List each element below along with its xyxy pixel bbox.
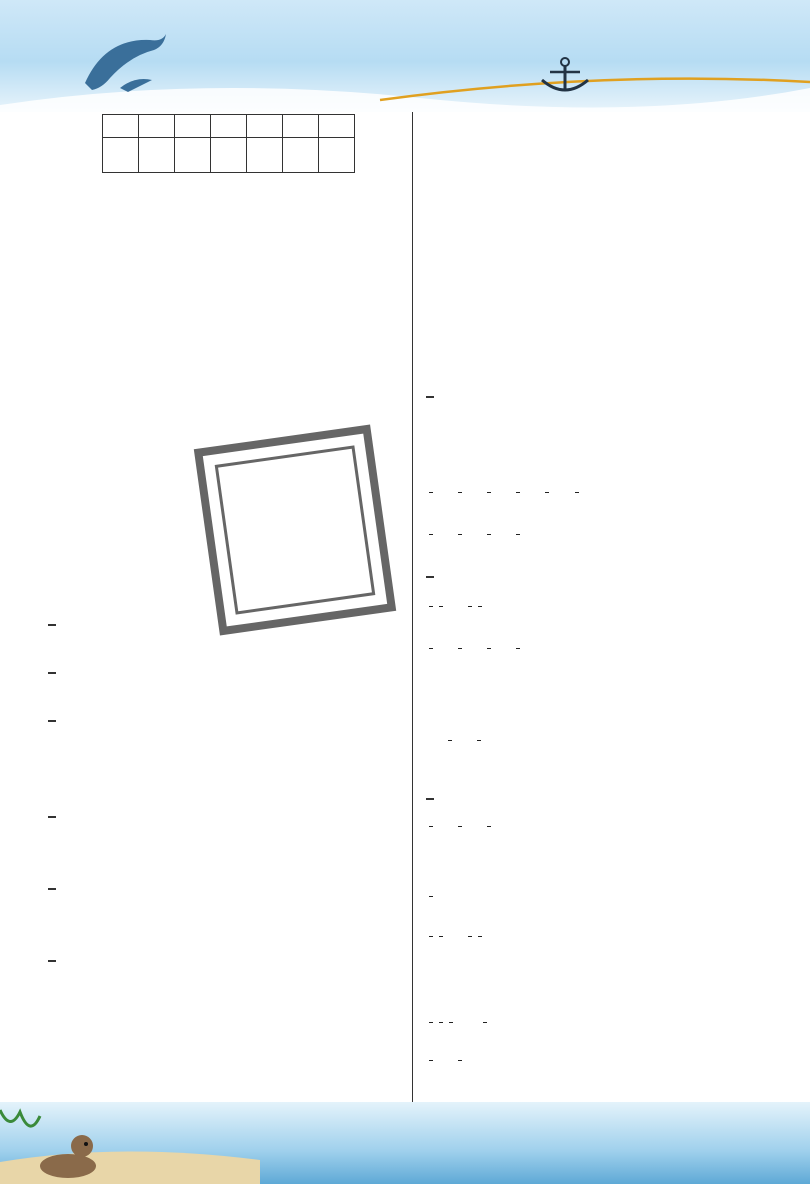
section-box	[426, 784, 434, 808]
table-cell	[211, 138, 247, 173]
numerator	[429, 1022, 433, 1023]
fraction	[468, 936, 472, 937]
answer-line-fractions	[426, 480, 582, 504]
numerator	[477, 740, 481, 741]
answer-line-fractions	[426, 728, 484, 752]
fraction	[449, 1022, 453, 1023]
box-label	[426, 396, 434, 398]
fraction	[516, 534, 520, 535]
answer-line-fractions	[426, 884, 436, 908]
numerator	[575, 492, 579, 493]
fraction	[516, 648, 520, 649]
box-label	[48, 816, 56, 818]
answer-page	[0, 112, 810, 1102]
section-box	[48, 802, 56, 826]
answer-line-fractions	[426, 814, 494, 838]
table-row	[103, 138, 355, 173]
numerator	[483, 1022, 487, 1023]
box-label	[48, 720, 56, 722]
column-divider	[412, 112, 413, 1102]
answer-line-fractions	[426, 924, 485, 948]
fraction	[468, 606, 472, 607]
numerator	[458, 648, 462, 649]
numerator	[487, 534, 491, 535]
box-label	[426, 576, 434, 578]
numerator	[478, 606, 482, 607]
fraction	[516, 492, 520, 493]
fraction	[458, 826, 462, 827]
fraction	[458, 648, 462, 649]
fraction	[478, 936, 482, 937]
box-label	[48, 888, 56, 890]
fraction	[429, 826, 433, 827]
section-box	[426, 382, 434, 406]
numerator	[458, 534, 462, 535]
numerator	[429, 936, 433, 937]
table-cell	[283, 138, 319, 173]
fraction	[429, 606, 433, 607]
section-box	[48, 706, 56, 730]
numerator	[478, 936, 482, 937]
section-box	[426, 562, 434, 586]
numerator	[429, 606, 433, 607]
answer-line-fractions	[426, 636, 542, 660]
table-cell	[211, 115, 247, 138]
fraction	[429, 492, 433, 493]
anchor-icon	[530, 56, 600, 96]
numerator	[429, 492, 433, 493]
fraction	[545, 492, 549, 493]
footer-scene	[0, 1102, 810, 1184]
table-cell	[175, 115, 211, 138]
table-cell	[283, 115, 319, 138]
numerator	[458, 1060, 462, 1061]
section-box	[48, 946, 56, 970]
numerator	[516, 492, 520, 493]
numerator	[429, 896, 433, 897]
dolphin-icon	[80, 28, 170, 98]
numerator	[439, 1022, 443, 1023]
fraction	[575, 492, 579, 493]
table-row	[103, 115, 355, 138]
box-label	[426, 798, 434, 800]
numerator	[516, 648, 520, 649]
numerator	[429, 826, 433, 827]
fraction	[458, 492, 462, 493]
numerator	[545, 492, 549, 493]
numerator	[516, 534, 520, 535]
numerator	[458, 492, 462, 493]
numerator	[468, 606, 472, 607]
table-cell	[319, 138, 355, 173]
fraction	[429, 534, 433, 535]
numerator	[448, 740, 452, 741]
fraction	[477, 740, 481, 741]
box-label	[48, 624, 56, 626]
page-header	[0, 0, 810, 112]
page-footer	[0, 1102, 810, 1184]
box-label	[48, 960, 56, 962]
fraction	[458, 534, 462, 535]
fraction	[448, 740, 452, 741]
section-box	[48, 874, 56, 898]
answer-line-fractions	[426, 1048, 465, 1072]
fraction	[487, 492, 491, 493]
table-cell	[103, 115, 139, 138]
numerator	[429, 648, 433, 649]
numerator	[429, 1060, 433, 1061]
table-cell	[319, 115, 355, 138]
box-label	[48, 672, 56, 674]
section-box	[48, 610, 56, 634]
fraction	[458, 1060, 462, 1061]
fraction	[487, 648, 491, 649]
answer-line-fractions	[426, 594, 485, 618]
seal-icon	[30, 1126, 100, 1182]
answer-line-fractions	[426, 522, 523, 546]
table-cell	[175, 138, 211, 173]
numerator	[468, 936, 472, 937]
answer-line-fractions	[426, 1010, 509, 1034]
stamp-overlay-icon	[187, 418, 403, 642]
table-cell	[247, 138, 283, 173]
table-cell	[247, 115, 283, 138]
table-cell	[139, 138, 175, 173]
fraction	[429, 1022, 433, 1023]
section-box	[48, 658, 56, 682]
table-cell	[139, 115, 175, 138]
numerator	[429, 534, 433, 535]
numerator	[439, 606, 443, 607]
fraction	[439, 936, 443, 937]
fraction	[478, 606, 482, 607]
candy-table	[102, 114, 355, 173]
numerator	[487, 648, 491, 649]
numerator	[487, 826, 491, 827]
numerator	[439, 936, 443, 937]
fraction	[487, 826, 491, 827]
table-cell	[103, 138, 139, 173]
fraction	[439, 1022, 443, 1023]
fraction	[429, 1060, 433, 1061]
fraction	[439, 606, 443, 607]
fraction	[429, 648, 433, 649]
fraction	[429, 896, 433, 897]
numerator	[449, 1022, 453, 1023]
numerator	[487, 492, 491, 493]
fraction	[487, 534, 491, 535]
numerator	[458, 826, 462, 827]
fraction	[429, 936, 433, 937]
fraction	[483, 1022, 487, 1023]
